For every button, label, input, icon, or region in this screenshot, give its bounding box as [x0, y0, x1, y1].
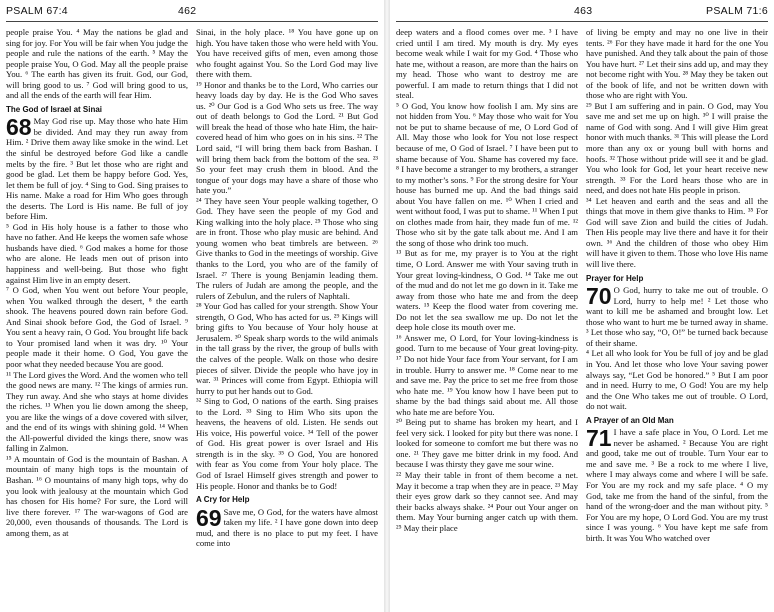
section-heading: A Prayer of an Old Man [586, 415, 674, 425]
verse-paragraph: Sinai, in the holy place. ¹⁸ You have gone up on high. You have taken those who were held with You. You have received gifts of men, even among those who fought against You. So the Lord God may live there with them. [196, 27, 378, 80]
left-page-number: 462 [178, 5, 197, 17]
verse-paragraph [586, 427, 768, 543]
left-column-1 [6, 27, 188, 608]
header-rule [6, 21, 378, 22]
verse-text: Save me, O God, for the waters have almost taken my life. ² I have gone down into deep mud, and there is no place to put my feet. I have come into [196, 506, 378, 549]
verse-paragraph: ¹⁵ A mountain of God is the mountain of Bashan. A mountain of many high tops is the mountain of Bashan. ¹⁶ O mountains of many high tops, why do you look with jealousy at the mountain which God has chosen for His home? For sure, the Lord will live there forever. ¹⁷ The war-wagons of God are 20,000, even thousands of thousands. The Lord is among them, as at [6, 453, 188, 538]
right-page-columns [396, 27, 768, 608]
verse-paragraph: ⁴ Let all who look for You be full of joy and be glad in You. And let those who love Your saving power always say, “Let God be honored.” ⁵ But I am poor and in need. Hurry to me, O God! You are my help and the One Who takes me out of trouble. O Lord, do not wait. [586, 348, 768, 412]
section-heading: The God of Israel at Sinai [6, 104, 103, 114]
section-heading: Prayer for Help [586, 273, 644, 283]
right-running-head: PSALM 71:6 [706, 5, 768, 17]
verse-paragraph: of living be empty and may no one live in their tents. ²⁶ For they have made it hard for the one You have punished. And they talk about the pain of those You have hurt. ²⁷ Let their sins add up, and may they not become right with You. ²⁸ May they be taken out of the book of life, and not be written down with those who are right with You. [586, 27, 768, 101]
left-page-header [0, 2, 384, 20]
chapter-number: 69 [196, 504, 222, 531]
left-running-head: PSALM 67:4 [6, 5, 68, 17]
verse-paragraph [6, 116, 188, 221]
verse-text: O God, hurry to take me out of trouble. O Lord, hurry to help me! ² Let those who want to kill me be ashamed and brought low. Let those who want to hurt me be turned away in shame. ³ Let those who say, “O, O!” be turned back because of their shame. [586, 285, 768, 348]
right-page-header [390, 2, 774, 20]
header-rule [396, 21, 768, 22]
verse-paragraph: ⁵ O God, You know how foolish I am. My sins are not hidden from You. ⁶ May those who wait for You not be put to shame because of me, O Lord God of All. May those who look for You not lose respect because of me, O God of Israel. ⁷ I have been put to shame because of You. Shame has covered my face. ⁸ I have become a stranger to my brothers, a stranger to my mother’s sons. ⁹ For the strong desire for Your house has burned me up. And the bad things said about You have fallen on me. ¹⁰ When I cried and went without food, I was put to shame. ¹¹ When I put on clothes made from hair, they made fun of me. ¹² Those who sit by the gate talk about me. And I am the song of those who drink too much. [396, 100, 578, 248]
verse-paragraph: deep waters and a flood comes over me. ³ I have cried until I am tired. My mouth is dry. My eyes become weak while I wait for my God. ⁴ Those who hate me, without a reason, are more than the hairs on my head. Those who want to destroy me are powerful. I am made to return things that I did not steal. [396, 27, 578, 101]
verse-paragraph: ²⁴ They have seen Your people walking together, O God. They have seen the people of my God and King walking into the holy place. ²⁵ Those who sing are in front. Those who play music are behind. And young women who beat timbrels are between. ²⁶ Give thanks to God in the meetings of worship. Give thanks to the Lord, you who are of the family of Israel. ²⁷ There is young Benjamin leading them. The rulers of Judah are among the people, and the rulers of Zebulun, and the rulers of Naphtali. [196, 195, 378, 301]
right-page-number: 463 [574, 5, 593, 17]
chapter-number: 71 [586, 425, 612, 452]
chapter-number: 70 [586, 283, 612, 310]
verse-paragraph: ²⁸ Your God has called for your strength. Show Your strength, O God, Who has acted for us. ²⁹ Kings will bring gifts to You because of Your holy house at Jerusalem. ³⁰ Speak sharp words to the wild animals in the tall grass by the river, the group of bulls with the calves of the people. Walk on those who desire pieces of silver. Divide the people who have joy in war. ³¹ Princes will come from Egypt. Ethiopia will hurry to put her hands out to God. [196, 301, 378, 396]
left-page-columns [6, 27, 378, 608]
right-page [390, 0, 774, 612]
verse-paragraph [586, 285, 768, 348]
section-heading: A Cry for Help [196, 495, 250, 505]
verse-paragraph: ¹⁹ Honor and thanks be to the Lord, Who carries our heavy loads day by day. He is the God Who saves us. ²⁰ Our God is a God Who sets us free. The way out of death belongs to God the Lord. ²¹ But God will break the head of those who hate Him, the hair-covered head of him who goes on in his sins. ²² The Lord said, “I will bring them back from Bashan. I will bring them back from the bottom of the sea. ²³ So your feet may crush them in blood. And the tongue of your dogs may have a share of those who hate you.” [196, 79, 378, 196]
verse-paragraph: ³² Sing to God, O nations of the earth. Sing praises to the Lord. ³³ Sing to Him Who sits upon the heavens, the heavens of old. Listen. He sends out His voice, His powerful voice. ³⁴ Tell of the power of God. His great power is over Israel and His strength is in the sky. ³⁵ O God, You are honored with fear as You come from Your holy place. The God of Israel Himself gives strength and power to His people. Honor and thanks be to God! [196, 396, 378, 491]
right-column-2 [586, 27, 768, 608]
verse-paragraph: ⁵ God in His holy house is a father to those who have no father. And He keeps the women safe whose husbands have died. ⁶ God makes a home for those who are alone. He leads men out of prison into happiness and well-being. But those who fight against Him live in an empty desert. [6, 221, 188, 285]
verse-paragraph: ¹³ But as for me, my prayer is to You at the right time, O Lord. Answer me with Your saving truth in Your great loving-kindness, O God. ¹⁴ Take me out of the mud and do not let me go down in it. Take me away from those who hate me and from the deep waters. ¹⁵ Keep the flood water from covering me. Do not let the sea swallow me up. Do not let the deep hole close its mouth over me. [396, 248, 578, 333]
verse-paragraph: people praise You. ⁴ May the nations be glad and sing for joy. For You will be fair when You judge the people and rule the nations of the earth. ⁵ May the people praise You, O God. May all the people praise You. ⁶ The earth has given its fruit. God, our God, will bring good to us. ⁷ God will bring good to us, and all the ends of the earth will fear Him. [6, 27, 188, 101]
left-column-2 [196, 27, 378, 608]
verse-paragraph [196, 504, 378, 549]
verse-paragraph: ²⁰ Being put to shame has broken my heart, and I feel very sick. I looked for pity but there was none. I looked for someone to comfort me but there was no one. ²¹ They gave me bitter drink in my food. And because I was thirsty they gave me sour wine. [396, 417, 578, 470]
verse-paragraph: ⁷ O God, when You went out before Your people, when You walked through the desert, ⁸ the earth shook. The heavens poured down rain before God. And Sinai shook before God, the God of Israel. ⁹ You sent a heavy rain, O God. You brought life back to Your promised land when it was dry. ¹⁰ Your people made it their home. O God, You gave the poor what they needed because You are good. [6, 285, 188, 369]
left-page [0, 0, 384, 612]
verse-paragraph: ²² May their table in front of them become a net. May it become a trap when they are in peace. ²³ May their eyes grow dark so they cannot see. And may their backs always shake. ²⁴ Pour out Your anger on them. May Your burning anger catch up with them. ²⁵ May their place [396, 469, 578, 533]
verse-paragraph: ³⁴ Let heaven and earth and the seas and all the things that move in them give thanks to Him. ³⁵ For God will save Zion and build the cities of Judah. Then His people may live there and have it for their own. ³⁶ And the children of those who obey Him will have it given to them. Those who love His name will live there. [586, 195, 768, 270]
verse-paragraph: ¹¹ The Lord gives the Word. And the women who tell the good news are many. ¹² The kings of armies run. They run away. And she who stays at home divides the riches. ¹³ When you lie down among the sheep, you are like the wings of a dove covered with silver, and the end of its wings with shining gold. ¹⁴ When the All-powerful divided the kings there, snow was falling in Zalmon. [6, 369, 188, 454]
verse-text: I have a safe place in You, O Lord. Let me never be ashamed. ² Because You are right and good, take me out of trouble. Turn Your ear to me and save me. ³ Be a rock to me where I live, where I may always come and where I will be safe. For You are my rock and my safe place. ⁴ O my God, take me from the hand of the sinful, from the hand of the wrong-doer and the man without pity. ⁵ For You are my hope, O Lord God. You are my trust since I was young. ⁶ You have kept me safe from birth. It was You Who watched over [586, 427, 768, 543]
verse-paragraph: ¹⁶ Answer me, O Lord, for Your loving-kindness is good. Turn to me because of Your great loving-pity. ¹⁷ Do not hide Your face from Your servant, for I am in trouble. Hurry to answer me. ¹⁸ Come near to me and save me. Pay the price to set me free from those who hate me. ¹⁹ You know how I have been put to shame by the bad things said about me. All those who hate me are before You. [396, 332, 578, 417]
verse-paragraph: ²⁹ But I am suffering and in pain. O God, may You save me and set me up on high. ³⁰ I will praise the name of God with song. And I will give Him great honor with much thanks. ³¹ This will please the Lord more than any ox or young bull with horns and hoofs. ³² Those without pride will see it and be glad. You who look for God, let your heart receive new strength. ³³ For the Lord hears those who are in need, and does not hate His people in prison. [586, 100, 768, 196]
chapter-number: 68 [6, 114, 32, 141]
verse-text: May God rise up. May those who hate Him be divided. And may they run away from Him. ² Drive them away like smoke in the wind. Let the sinful be destroyed before God like a candle melts by the fire. ³ But let those who are right and good be glad. Let them be happy before God. Yes, let them be full of joy. ⁴ Sing to God. Sing praises to His name. Make a road for Him Who goes through the deserts. The Lord is His name. Be full of joy before Him. [6, 116, 188, 222]
right-column-1 [396, 27, 578, 608]
